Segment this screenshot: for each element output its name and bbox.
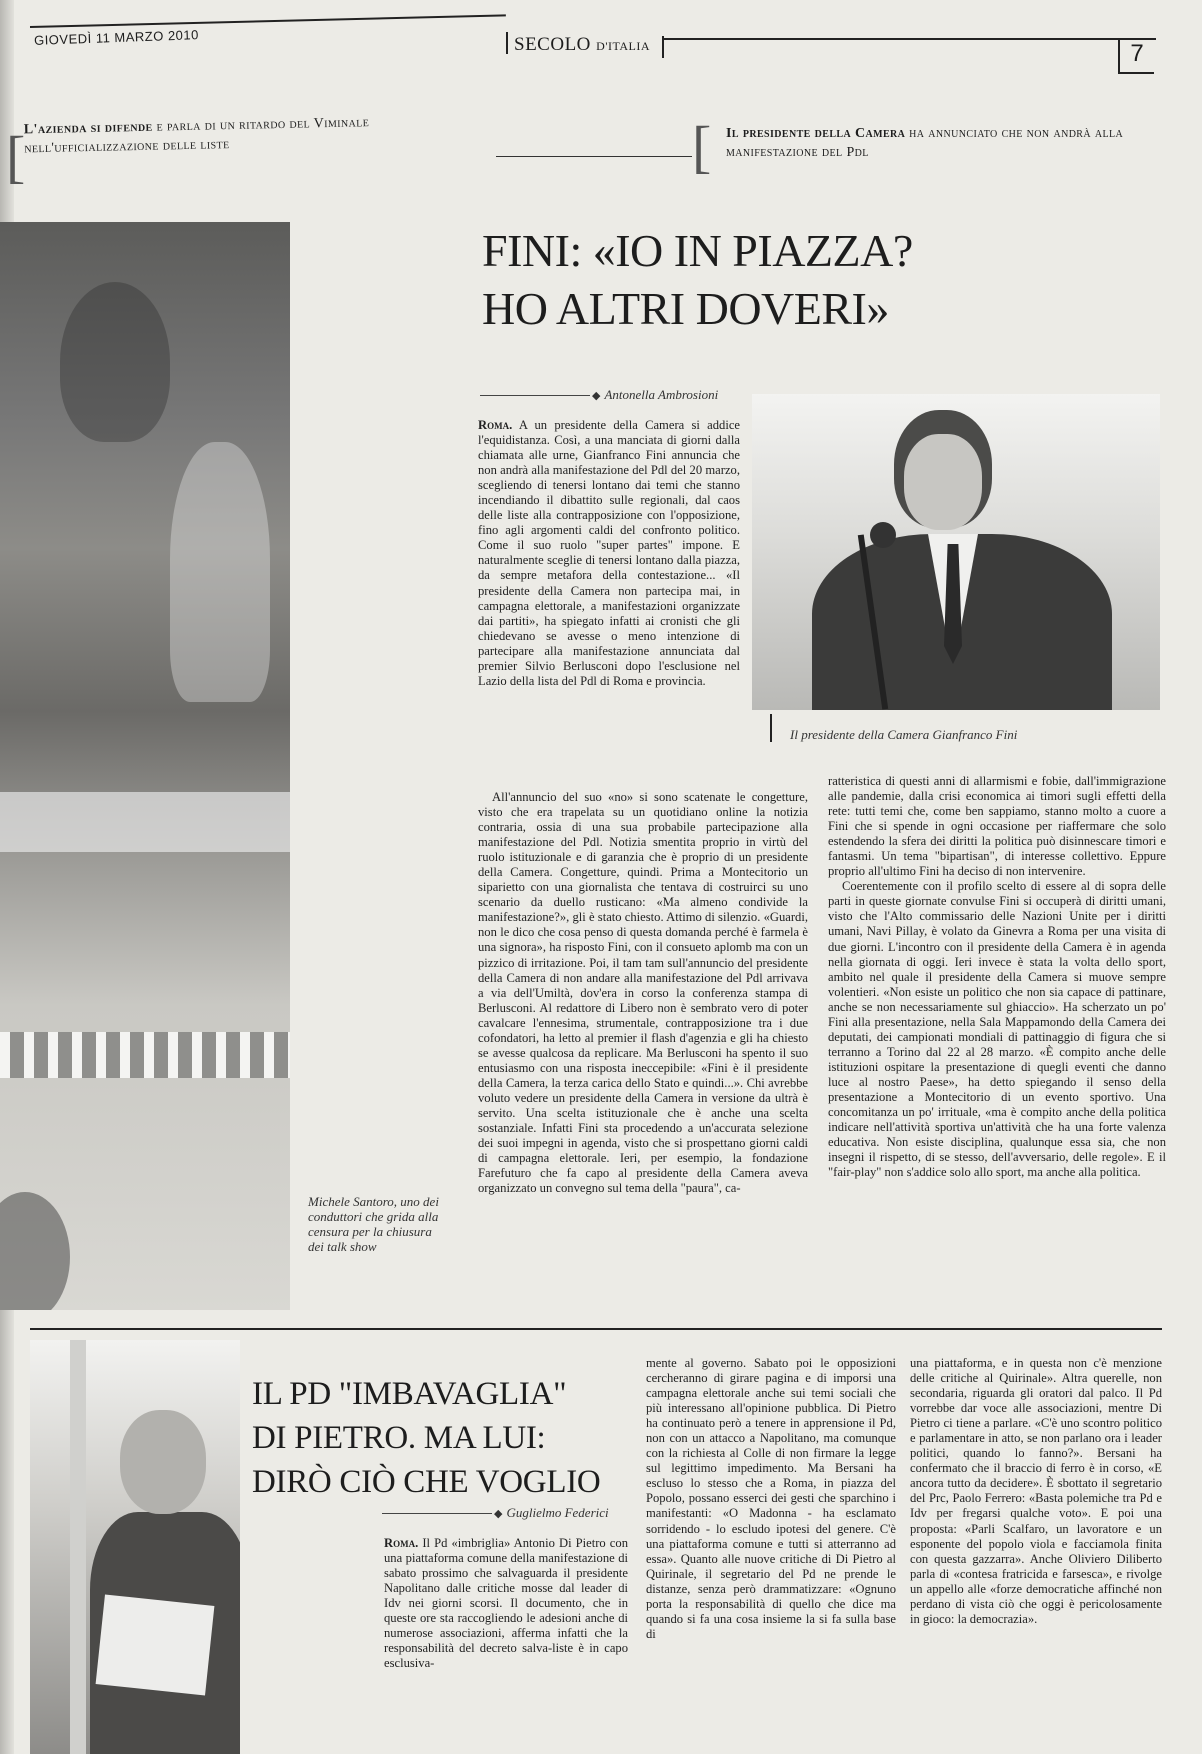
main-byline-author: Antonella Ambrosioni — [604, 387, 719, 402]
kicker-right-bracket: [ — [692, 114, 712, 179]
masthead-date: GIOVEDÌ 11 MARZO 2010 — [33, 27, 200, 48]
main-headline — [482, 222, 1172, 338]
photo-figure — [170, 442, 270, 702]
bottom-headline-line3: DIRÒ CIÒ CHE VOGLIO — [252, 1464, 601, 1500]
photo-figure — [60, 282, 170, 442]
kicker-right-text: ha annunciato che non andrà alla manifestazione del Pdl — [726, 126, 1124, 160]
masthead-rule-right — [664, 38, 1156, 40]
photo-microphone — [870, 522, 896, 548]
bottom-article-column-1 — [384, 1536, 628, 1750]
bottom-byline — [494, 1505, 609, 1521]
main-article-column-1b — [478, 790, 808, 1320]
main-article-col1-text: A un presidente della Camera si addice l'equidistanza. Così, a una manciata di giorni dalla chiamata alle urne, Gianfranco Fini annuncia che non andrà alla manifestazione del Pdl del 20 marzo, scegliendo di tenersi lontano dai temi che stanno incendiando il dibattito sulle regionali, dal caos delle liste alla contrapposizione con l'opposizione, fino agli argomenti caldi del confronto politico. Come il suo ruolo "super partes" impone. E naturalmente sceglie di tenersi lontano dalla piazza, da sempre metafora della contestazione... «Il presidente della Camera non partecipa mai, in campagna elettorale, a manifestazioni organizzate dai partiti», ha spiegato infatti ai cronisti che gli chiedevano se avesse o meno intenzione di partecipare alla manifestazione annunciata dal premier Silvio Berlusconi dopo l'esclusione nel Lazio della lista del Pdl di Roma e provincia. — [478, 418, 740, 688]
main-article-column-1a — [478, 418, 740, 774]
main-headline-line1: FINI: «IO IN PIAZZA? — [482, 225, 913, 276]
bottom-article-column-2 — [646, 1356, 896, 1750]
photo-face — [904, 434, 982, 530]
kicker-left — [24, 112, 445, 159]
bottom-headline — [252, 1372, 632, 1504]
fini-photo — [752, 394, 1160, 710]
bottom-article-col1-text: Il Pd «imbriglia» Antonio Di Pietro con una piattaforma comune della manifestazione di sabato prossimo che salvaguarda il presidente Napolitano dalle critiche mosse dal leader di Idv nei giorni scorsi. Il documento, che in queste ore sta raccogliendo le adesioni anche di numerose associazioni, afferma infatti che la responsabilità del decreto salva-liste è in capo esclusiva- — [384, 1536, 628, 1671]
photo-desk — [0, 792, 290, 852]
photo-head — [120, 1410, 206, 1514]
bersani-photo — [30, 1340, 240, 1754]
main-article-col2-para1: ratteristica di questi anni di allarmismi e fobie, dall'immigrazione alle pandemie, dalla crisi economica ai timori sugli effetti della rete: tutti temi che, come ben sappiamo, stanno molto a cuore a Fini che si spende in ogni occasione per riaffermare che solo estendendo la sfera dei diritti la politica può disinnescare timori e fantasmi. Un tema "bipartisan", di interesse collettivo. Eppure proprio all'ultimo Fini ha deciso di non intervenire. — [828, 774, 1166, 879]
masthead-bar-left — [506, 32, 508, 54]
fini-caption-bar — [770, 714, 772, 742]
main-article-col2-para2: Coerentemente con il profilo scelto di essere al di sopra delle parti in queste giornate convulse Fini si occuperà di diritti umani, visto che l'Alto commissario delle Nazioni Unite per i diritti umani, Navi Pillay, è volato da Ginevra a Roma per una visita di due giorni. L'incontro con il presidente della Camera è in agenda nella giornata di oggi. Ieri invece è stata la volta dello sport, ambito nel quale il presidente della Camera si muove sempre volentieri. «Non esiste un politico che non sia capace di pattinare, anche se non necessariamente sul ghiaccio». Ha scherzato un po' Fini alla presentazione, nella Sala Mappamondo della Camera dei deputati, dei campionati mondiali di pattinaggio di figura che si terranno a Torino dal 22 al 28 marzo. «È compito anche delle istituzioni ospitare la presentazione di quegli eventi che danno luce al nostro Paese», ha detto spiegando il senso della presentazione a Montecitorio di un evento sportivo. Una concomitanza un po' irrituale, «ma è compito anche della politica indicare nell'attività sportiva un'attività che ha una forte valenza educativa. Non esiste disciplina, qualunque essa sia, che non insegni il rispetto, di se stesso, dell'avversario, delle regole». E il "fair-play" non s'addice solo allo sport, ma anche alla politica. — [828, 879, 1166, 1180]
kicker-right — [726, 124, 1146, 162]
kicker-left-bracket: [ — [6, 124, 26, 189]
kicker-separator-rule — [496, 156, 692, 157]
bottom-headline-line1: IL PD "IMBAVAGLIA" — [252, 1376, 567, 1412]
bottom-article-col2-text: mente al governo. Sabato poi le opposizioni cercheranno di girare pagina e di imporsi una campagna elettorale anche sui temi sociali che più interessano all'opinione pubblica. Di Pietro ha continuato però a tenere in apprensione il Pd, non con un attacco a Napolitano, ma comunque con la richiesta al Colle di non firmare la legge sul legittimo impedimento. Ma Bersani ha escluso lo stesso che a Roma, in piazza del Popolo, possano esserci dei gesti che sparchino i manifestanti: «O Madonna - ha esclamato sorridendo - lo escludo ipotesi del genere. C'è una piattaforma comune e tutti si atterranno ad essa». Quanto alle nuove critiche di Di Pietro al Quirinale, il segretario del Pd ne prende le distanze, senza però drammatizzare: «Ognuno porta la responsabilità di quello che dice ma quando si fa una cosa insieme la si fa sulla base di — [646, 1356, 896, 1641]
bottom-byline-rule — [382, 1513, 492, 1514]
page-number: 7 — [1118, 38, 1154, 74]
kicker-left-text: e parla di un ritardo del Viminale nell'ufficializzazione delle liste — [24, 115, 370, 157]
bottom-headline-line2: DI PIETRO. MA LUI: — [252, 1420, 546, 1456]
masthead-rule-left — [30, 14, 506, 28]
main-article-column-2 — [828, 774, 1166, 1322]
main-article-dateline: Roma. — [478, 418, 513, 432]
kicker-left-bold: L'azienda si difende — [23, 119, 153, 138]
photo-post — [70, 1340, 86, 1754]
section-divider — [30, 1328, 1162, 1330]
santoro-photo-caption: Michele Santoro, uno dei conduttori che grida alla censura per la chiusura dei talk show — [308, 1194, 439, 1254]
main-headline-line2: HO ALTRI DOVERI» — [482, 283, 889, 334]
kicker-right-bold: Il presidente della Camera — [726, 126, 906, 141]
main-byline-rule — [480, 395, 590, 396]
bottom-byline-author: Guglielmo Federici — [506, 1505, 609, 1520]
bottom-article-dateline: Roma. — [384, 1536, 419, 1550]
photo-paper — [96, 1594, 215, 1695]
bottom-article-col3-text: una piattaforma, e in questa non c'è menzione delle critiche al Quirinale». Altra querelle, non secondaria, riguarda gli oratori dal palco. Il Pd vorrebbe dar voce alle associazioni, mentre Di Pietro ci tiene a parlare. «C'è uno scontro politico e parlamentare in atto, se non parlano ora i leader politici, quando lo fanno?». Bersani ha confermato che il braccio di ferro è in corso, «E ancora tutto da decidere». È sbottato il segretario del Prc, Paolo Ferrero: «Basta polemiche tra Pd e Idv per fregarsi qualche voto». E poi una proposta: «Parli Scalfaro, un lavoratore e un esponente del popolo viola e facciamola finita con questa gazzarra». Anche Oliviero Diliberto parla di «contesa fratricida e farsesca», e rivolge un appello alle «forze democratiche affinché non perdano di vista ciò che oggi è pericolosamente in gioco: la democrazia». — [910, 1356, 1162, 1626]
fini-photo-caption: Il presidente della Camera Gianfranco Fini — [790, 727, 1018, 742]
masthead-title — [514, 34, 650, 56]
byline-diamond-icon: ◆ — [592, 390, 601, 402]
masthead-title-suffix: D'ITALIA — [596, 39, 651, 53]
photo-railing — [0, 1032, 290, 1078]
santoro-photo — [0, 222, 290, 1310]
byline-diamond-icon: ◆ — [494, 1508, 503, 1520]
bottom-article-column-3 — [910, 1356, 1162, 1750]
masthead-title-main: SECOLO — [514, 34, 591, 55]
photo-hand — [0, 1192, 70, 1310]
main-article-col1-text2: All'annuncio del suo «no» si sono scatenate le congetture, visto che era trapelata su un quotidiano online la notizia contraria, ossia di una sua probabile partecipazione alla manifestazione del Pdl. Notizia smentita proprio in virtù del ruolo istituzionale e di garanzia che è proprio di un presidente della Camera. Congetture, quindi. Prima a Montecitorio un siparietto con una giornalista che tentava di costruirci su uno scenario da duello rusticano: «Ma almeno condivide la manifestazione?», gli è stato chiesto. Attimo di silenzio. «Guardi, non le dico che cosa penso di questa domanda perché è farmela è una signora», ha risposto Fini, con il consueto aplomb ma con un pizzico di irritazione. Poi, il tam tam sull'annuncio del presidente della Camera di non andare alla manifestazione del Pdl arrivava a via dell'Umiltà, dov'era in corso la conferenza stampa di Berlusconi. Al redattore di Libero non è sembrato vero di poter cavalcare l'ennesima, strumentale, contrapposizione tra i due cofondatori, ha letto al premier il flash d'agenzia e gli ha chiesto se avesse qualcosa da replicare. Ma Berlusconi ha spento il suo entusiasmo con una risposta ineccepibile: «Fini è il presidente della Camera, la terza carica dello Stato e quindi...». Chi avrebbe voluto vedere un presidente della Camera in versione da ultrà è servito. Una scelta istituzionale che è anche una scelta sostanziale. Infatti Fini sta procedendo a un'accurata selezione dei suoi impegni in agenda, visto che si prospettano giorni caldi di campagna elettorale. Ieri, per esempio, la fondazione Farefuturo che fa capo al presidente della Camera aveva organizzato un convegno sul tema della "paura", ca- — [478, 790, 808, 1196]
main-byline — [592, 387, 718, 403]
